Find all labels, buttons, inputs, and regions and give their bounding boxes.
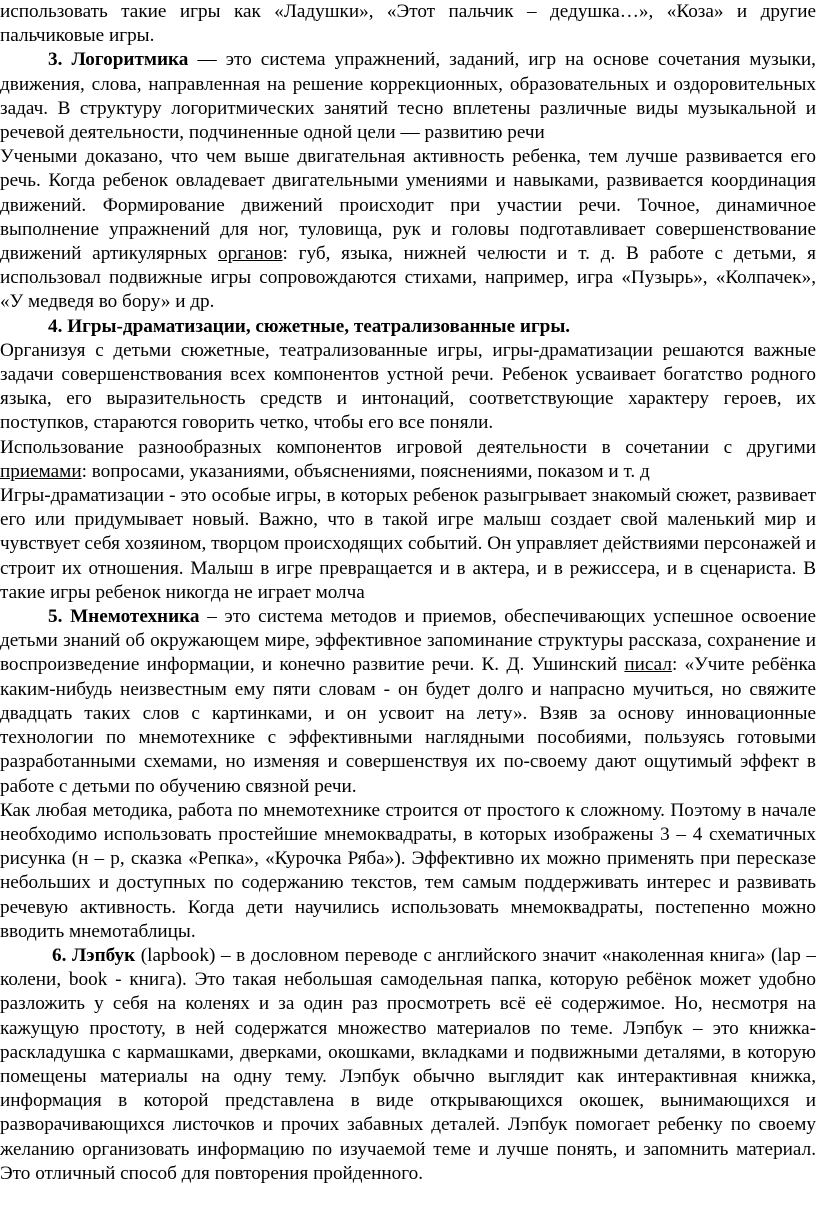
- paragraph-text: Использование разнообразных компонентов игровой деятельности в сочетании с другими: [0, 436, 816, 458]
- section-lapbook: [0, 944, 816, 1186]
- paragraph-text: : губ, языка, нижней челюсти и т. д. В работе с детьми, я использовал подвижные игры сопровождаются стихами, например, игра «Пузырь», «Колпачек», «У медведя во бору» и др.: [0, 243, 816, 313]
- paragraph-motor-activity: [0, 145, 816, 314]
- paragraph-text: Организуя с детьми сюжетные, театрализованные игры, игры-драматизации решаются важные задачи совершенствования всех компонентов устной речи. Ребенок усваивает богатство родного языка, его выразительность средств и интонаций, соответствующие характеру героев, их поступков, стараются говорить четко, чтобы его все поняли.: [0, 339, 816, 434]
- paragraph-game-components: [0, 436, 816, 484]
- paragraph-text: (lapbook) – в дословном переводе с английского значит «наколенная книга» (lap – колени, book - книга). Это такая небольшая самодельная папка, которую ребёнок может удобно разложить у себя на коленях и за один раз просмотреть всё её содержимое. Но, несмотря на кажущую простоту, в ней содержатся множество материалов по теме. Лэпбук – это книжка-раскладушка с кармашками, дверками, окошками, вкладками и подвижными деталями, в которую помещены материалы на одну тему. Лэпбук обычно выглядит как интерактивная книжка, информация в которой представлена в виде открывающихся окошек, вынимающихся и разворачивающихся листочков и прочих забавных деталей. Лэпбук помогает ребенку по своему желанию организовать информацию по изучаемой теме и лучше понять, и запомнить материал. Это отличный способ для повторения пройденного.: [0, 944, 816, 1184]
- paragraph-text: Игры-драматизации - это особые игры, в которых ребенок разыгрывает знакомый сюжет, развивает его или придумывает новый. Важно, что в такой игре малыш создает свой маленький мир и чувствует себя хозяином, творцом происходящих событий. Он управляет действиями персонажей и строит их отношения. Малыш в игре превращается и в актера, и в режиссера, и в сценариста. В такие игры ребенок никогда не играет молча: [0, 485, 816, 603]
- paragraph-text: : вопросами, указаниями, объяснениями, пояснениями, показом и т. д: [81, 460, 650, 482]
- section-logorhythmics: [0, 48, 816, 145]
- section-heading-logorhythmics: 3. Логоритмика: [48, 49, 189, 71]
- paragraph-text: использовать такие игры как «Ладушки», «Этот пальчик – дедушка…», «Коза» и другие пальчиковые игры.: [0, 1, 816, 47]
- section-heading-lapbook: 6. Лэпбук: [52, 944, 136, 966]
- paragraph-text: : «Учите ребёнка каким-нибудь неизвестным ему пяти словам - он будет долго и напрасно мучиться, но свяжите двадцать таких слов с картинками, и он усвоит на лету». Взяв за основу инновационные технологии по мнемотехнике с эффективными наглядными пособиями, пользуясь готовыми разработанными схемами, но изменяя и совершенствуя их по-своему дают ощутимый эффект в работе с детьми по обучению связной речи.: [0, 654, 816, 797]
- section-heading-dramatization: [0, 315, 816, 339]
- link-wrote[interactable]: писал: [624, 654, 672, 676]
- section-heading-text: 4. Игры-драматизации, сюжетные, театрализованные игры.: [48, 315, 571, 337]
- section-mnemonics: [0, 605, 816, 799]
- paragraph-theatrical-games: [0, 339, 816, 436]
- paragraph-text: Как любая методика, работа по мнемотехнике строится от простого к сложному. Поэтому в начале необходимо использовать простейшие мнемоквадраты, в которых изображены 3 – 4 схематичных рисунка (н – р, сказка «Репка», «Курочка Ряба»). Эффективно их можно применять при пересказе небольших и доступных по содержанию текстов, тем самым поддерживать интерес и развивать речевую активность. Когда дети научились использовать мнемоквадраты, постепенно можно вводить мнемотаблицы.: [0, 799, 816, 942]
- paragraph-text: — это система упражнений, заданий, игр на основе сочетания музыки, движения, слова, направленная на решение коррекционных, образовательных и оздоровительных задач. В структуру логоритмических занятий тесно вплетены различные виды музыкальной и речевой деятельности, подчиненные одной цели — развитию речи: [0, 49, 816, 144]
- paragraph-mnemonics-method: [0, 799, 816, 944]
- section-heading-mnemonics: 5. Мнемотехника: [48, 606, 200, 628]
- link-techniques[interactable]: приемами: [0, 460, 82, 482]
- paragraph-dramatization-games: [0, 484, 816, 605]
- paragraph-text: – это система методов и приемов, обеспечивающих успешное освоение детьми знаний об окружающем мире, эффективное запоминание структуры рассказа, сохранение и воспроизведение информации, и конечно развитие речи. К. Д. Ушинский: [0, 606, 816, 676]
- paragraph-finger-games: [0, 0, 816, 48]
- paragraph-text: Учеными доказано, что чем выше двигательная активность ребенка, тем лучше развивается его речь. Когда ребенок овладевает двигательными умениями и навыками, развивается координация движений. Формирование движений происходит при участии речи. Точное, динамичное выполнение упражнений для ног, туловища, рук и головы подготавливает совершенствование движений артикулярных: [0, 146, 816, 265]
- link-organs[interactable]: органов: [218, 243, 283, 265]
